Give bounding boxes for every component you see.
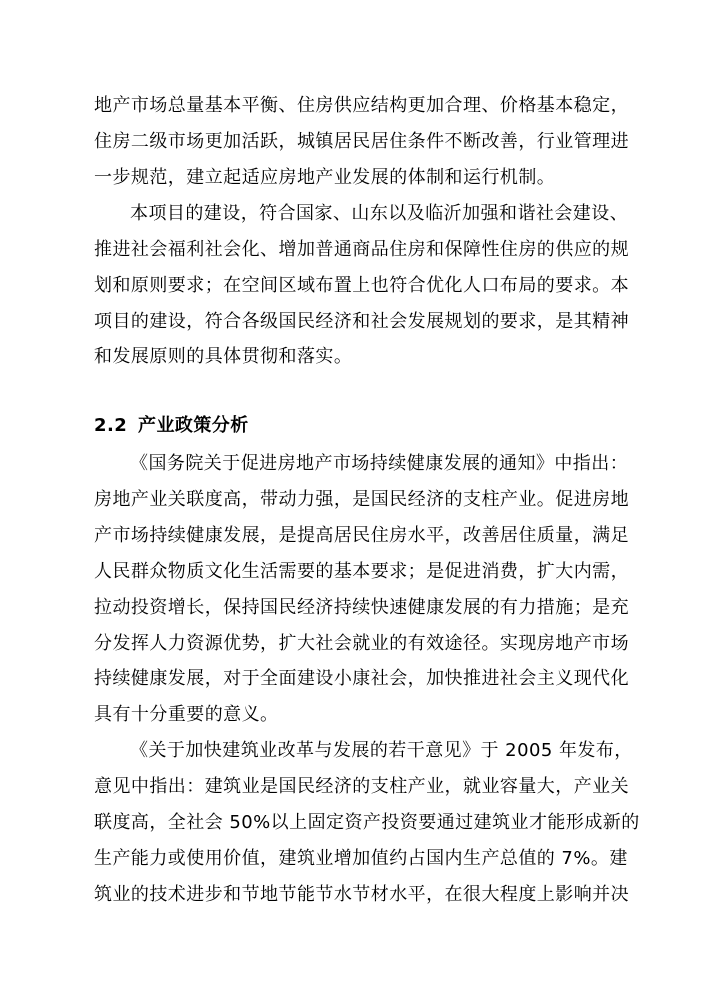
- paragraph-line: 联度高，全社会 50%以上固定资产投资要通过建筑业才能形成新的: [94, 812, 640, 833]
- paragraph-line: 分发挥人力资源优势，扩大社会就业的有效途径。实现房地产市场: [94, 633, 630, 654]
- paragraph-line: 拉动投资增长，保持国民经济持续快速健康发展的有力措施；是充: [94, 597, 630, 618]
- paragraph-line: 本项目的建设，符合国家、山东以及临沂加强和谐社会建设、: [130, 203, 629, 224]
- paragraph-line: 项目的建设，符合各级国民经济和社会发展规划的要求，是其精神: [94, 311, 630, 332]
- section-heading: [94, 414, 249, 438]
- section-title: 产业政策分析: [138, 415, 249, 436]
- paragraph-line: 生产能力或使用价值，建筑业增加值约占国内生产总值的 7%。建: [94, 848, 628, 869]
- paragraph-line: 人民群众物质文化生活需要的基本要求；是促进消费，扩大内需，: [94, 561, 630, 582]
- paragraph-line: 地产市场总量基本平衡、住房供应结构更加合理、价格基本稳定，: [94, 95, 630, 116]
- paragraph-line: 意见中指出：建筑业是国民经济的支柱产业，就业容量大，产业关: [94, 776, 630, 797]
- paragraph-line: 和发展原则的具体贯彻和落实。: [94, 346, 353, 367]
- paragraph-line: 推进社会福利社会化、增加普通商品住房和保障性住房的供应的规: [94, 239, 630, 260]
- paragraph-line: 《国务院关于促进房地产市场持续健康发展的通知》中指出：: [130, 453, 629, 474]
- paragraph-line: 持续健康发展，对于全面建设小康社会，加快推进社会主义现代化: [94, 668, 630, 689]
- section-number: 2.2: [94, 415, 128, 436]
- paragraph-line: 产市场持续健康发展，是提高居民住房水平，改善居住质量，满足: [94, 525, 630, 546]
- paragraph-line: 一步规范，建立起适应房地产业发展的体制和运行机制。: [94, 167, 556, 188]
- paragraph-line: 筑业的技术进步和节地节能节水节材水平，在很大程度上影响并决: [94, 884, 630, 905]
- paragraph-line: 住房二级市场更加活跃，城镇居民居住条件不断改善，行业管理进: [94, 131, 630, 152]
- paragraph-line: 房地产业关联度高，带动力强，是国民经济的支柱产业。促进房地: [94, 489, 630, 510]
- paragraph-line: 《关于加快建筑业改革与发展的若干意见》于 2005 年发布，: [130, 740, 633, 761]
- paragraph-line: 划和原则要求；在空间区域布置上也符合优化人口布局的要求。本: [94, 275, 630, 296]
- paragraph-line: 具有十分重要的意义。: [94, 704, 279, 725]
